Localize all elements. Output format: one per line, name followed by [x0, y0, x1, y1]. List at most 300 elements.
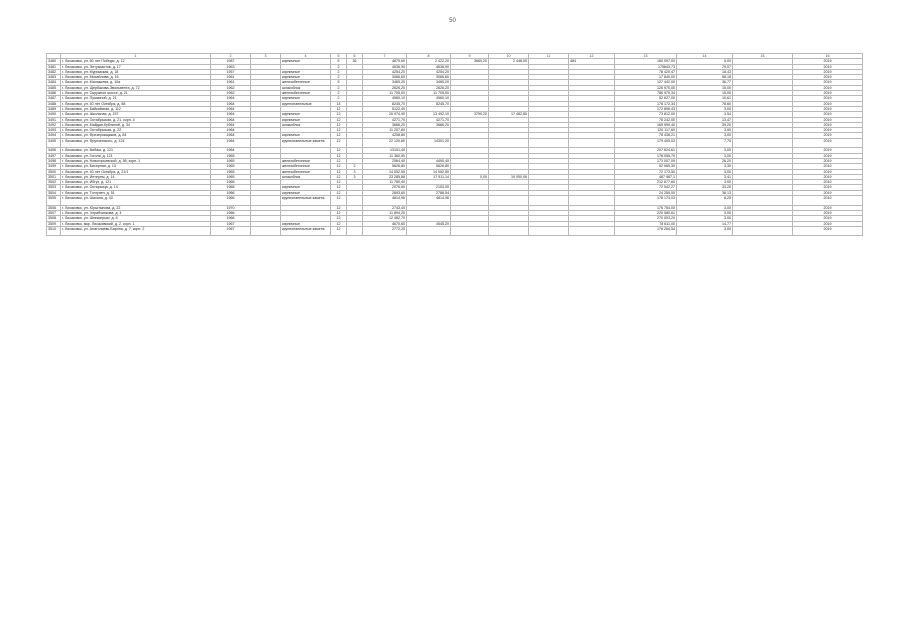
table-cell: 3660,20 [451, 59, 489, 64]
table-cell: 11 207,60 [363, 128, 407, 133]
table-cell: 78 420,47 [615, 69, 677, 74]
table-cell: 11 360,50 [363, 153, 407, 158]
table-cell: 5626,80 [407, 164, 451, 169]
column-header: 11 [529, 54, 569, 59]
column-header: 2 [211, 54, 251, 59]
table-cell: шлакоблок [281, 85, 331, 90]
table-cell: 3,00 [677, 210, 733, 215]
table-cell: 3483 [47, 75, 61, 80]
table-row [47, 196, 863, 206]
table-cell: 8245,70 [407, 101, 451, 106]
table-cell: железобетонные [281, 164, 331, 169]
table-cell [529, 196, 569, 206]
table-cell: 3497 [47, 153, 61, 158]
column-header: 7 [363, 54, 407, 59]
table-cell: 11 705,00 [363, 91, 407, 96]
table-cell: 2019 [793, 221, 863, 226]
table-cell: 12 462,70 [363, 216, 407, 221]
table-cell: 12 [331, 205, 347, 210]
table-cell: 15,00 [677, 85, 733, 90]
table-cell: 3510 [47, 226, 61, 236]
table-cell: кирпичные [281, 112, 331, 117]
table-cell: 220 080,61 [615, 210, 677, 215]
table-cell: 78 436,21 [615, 133, 677, 138]
column-header: 1 [61, 54, 211, 59]
table-cell: 3498 [47, 158, 61, 163]
table-cell: 2153,00 [407, 185, 451, 190]
table-cell: 3503 [47, 185, 61, 190]
table-cell: крупнопанельные камень [281, 226, 331, 236]
table-cell [733, 226, 793, 236]
table-cell: 2019 [793, 180, 863, 185]
table-cell: 2019 [793, 148, 863, 153]
table-cell: 12 [331, 148, 347, 153]
table-cell: 3505 [47, 196, 61, 206]
table-cell [529, 138, 569, 148]
table-cell: 2019 [793, 96, 863, 101]
table-cell: 17 511,14 [407, 174, 451, 179]
table-cell: 3509 [47, 221, 61, 226]
table-cell: 1965 [211, 158, 251, 163]
table-cell: 1965 [211, 174, 251, 179]
table-cell: 15,00 [677, 91, 733, 96]
table-cell: 3,00 [677, 226, 733, 236]
table-cell: 2019 [793, 64, 863, 69]
table-cell: 1966 [211, 185, 251, 190]
table-cell: шлакоблок [281, 174, 331, 179]
table-cell: 72 542,27 [615, 185, 677, 190]
table-cell: г. Лисаковск, ул. Шпеккерьки, д. 6 [61, 216, 211, 221]
table-cell: 179 405,03 [615, 138, 677, 148]
table-cell: 207 624,61 [615, 148, 677, 153]
table-cell: 2 [331, 69, 347, 74]
table-cell: 12 [331, 180, 347, 185]
table-cell: 2019 [793, 133, 863, 138]
column-header: 16 [793, 54, 863, 59]
table-cell: 2 [331, 64, 347, 69]
table-cell: 3501 [47, 174, 61, 179]
column-header: 9 [451, 54, 489, 59]
table-cell: крупнопанельные камень [281, 196, 331, 206]
table-cell: г. Лисаковск, ул. Октарьица, д. 14 [61, 185, 211, 190]
table-cell: г. Лисаковск, ул. 40 лет Октября, д. 21/1 [61, 169, 211, 174]
table-cell: 14 052,50 [363, 169, 407, 174]
table-cell [407, 226, 451, 236]
table-cell: г. Лисаковск, мкр. Лисаковский, д. 2, корп. 1 [61, 221, 211, 226]
table-cell: 13 492,10 [407, 112, 451, 117]
table-cell: 4636,90 [363, 64, 407, 69]
table-cell: 3500 [47, 169, 61, 174]
table-cell [489, 226, 529, 236]
table-cell: железобетонные [281, 158, 331, 163]
table-cell: 39,20 [677, 122, 733, 127]
table-cell: 1964 [211, 133, 251, 138]
table-cell: 2019 [793, 128, 863, 133]
table-cell: 4960,10 [363, 96, 407, 101]
table-cell [569, 196, 615, 206]
table-cell: 3506 [47, 205, 61, 210]
table-cell: 4814,96 [363, 196, 407, 206]
table-cell: 127 442,00 [615, 80, 677, 85]
table-cell: 4490,40 [407, 158, 451, 163]
table-cell: г. Лисаковск, ул. Фрезеровщиков, д. 84 [61, 133, 211, 138]
table-cell: 1962 [211, 91, 251, 96]
table-cell: 4545,20 [407, 221, 451, 226]
table-cell: 1966 [211, 196, 251, 206]
table-cell [489, 196, 529, 206]
table-cell [529, 226, 569, 236]
table-cell: 2019 [793, 196, 863, 206]
table-cell: 12 [331, 153, 347, 158]
table-cell: 1964 [211, 112, 251, 117]
table-cell: 4960,10 [407, 96, 451, 101]
table-cell: кирпичные [281, 185, 331, 190]
table-cell: г. Лисаковск, ул. Щербакова-Эвольвента, д. 72 [61, 85, 211, 90]
table-cell: 2 448,00 [489, 59, 529, 64]
table-cell: г. Лисаковск, ул. Интерны, д. 14 [61, 174, 211, 179]
table-cell: г. Лисаковск, ул. Байкайская, д. 112 [61, 106, 211, 111]
table-cell: 1967 [211, 226, 251, 236]
table-cell: 172 896,43 [615, 106, 677, 111]
table-cell: 2019 [793, 80, 863, 85]
table-cell: 12 [331, 158, 347, 163]
table-cell: 160 097,00 [615, 59, 677, 64]
table-cell: 2019 [793, 169, 863, 174]
table-cell: 1964 [211, 122, 251, 127]
table-cell: г. Лисаковск, ул. Школьная, д. 157 [61, 112, 211, 117]
table-cell: 3465,20 [407, 80, 451, 85]
table-cell: кирпичные [281, 190, 331, 195]
table-cell: 12 [331, 190, 347, 195]
column-header: 12 [569, 54, 615, 59]
table-cell: 2019 [793, 91, 863, 96]
table-cell: 12 [331, 196, 347, 206]
table-cell [451, 196, 489, 206]
table-cell: 3485 [47, 85, 61, 90]
table-cell: 4254,20 [363, 69, 407, 74]
table-cell: 78 611,00 [615, 221, 677, 226]
table-cell: 73 812,00 [615, 112, 677, 117]
table-cell: кирпичные [281, 59, 331, 64]
table-cell [451, 226, 489, 236]
table-cell: 1964 [211, 128, 251, 133]
table-cell: 14 052,50 [407, 169, 451, 174]
table-cell: 72 173,50 [615, 169, 677, 174]
table-cell: 270 003,20 [615, 216, 677, 221]
table-cell: 26,20 [677, 158, 733, 163]
table-cell: 3504 [47, 190, 61, 195]
table-cell: 3 [347, 174, 363, 179]
table-cell: 11 780,40 [363, 180, 407, 185]
table-cell: 1966 [211, 180, 251, 185]
register-table [46, 53, 863, 236]
table-cell: крупнопанельные [281, 101, 331, 106]
table-cell: 2019 [793, 101, 863, 106]
table-cell: 18,43 [677, 69, 733, 74]
table-cell: 12 [331, 133, 347, 138]
table-cell: 1966 [211, 210, 251, 215]
table-cell: г. Лисаковск, ул. Октябрьская, д. 21, корп. 4 [61, 117, 211, 122]
table-cell: 1966 [211, 216, 251, 221]
table-cell: 1964 [211, 101, 251, 106]
table-cell [733, 138, 793, 148]
table-cell: 176 055,70 [615, 153, 677, 158]
table-cell: 4636,90 [407, 64, 451, 69]
table-cell: 1964 [211, 117, 251, 122]
table-cell: 14 [331, 101, 347, 106]
table-cell: 5626,80 [363, 164, 407, 169]
table-cell: 3666,20 [363, 122, 407, 127]
table-cell: 12 [331, 216, 347, 221]
table-cell: г. Лисаковск, ул. Энтузиастов, д. 17 [61, 64, 211, 69]
table-cell: 24 259,00 [615, 190, 677, 195]
table-cell: 178 172,34 [615, 101, 677, 106]
table-cell: 3066,60 [407, 75, 451, 80]
table-cell: 13,47 [677, 117, 733, 122]
table-cell [451, 138, 489, 148]
table-row [47, 226, 863, 236]
table-row [47, 138, 863, 148]
table-cell: 22 120,80 [363, 138, 407, 148]
table-cell: г. Лисаковск, ул. Тоглупен, д. 51 [61, 190, 211, 195]
table-cell [489, 138, 529, 148]
table-cell: 11 705,00 [407, 91, 451, 96]
table-cell [251, 196, 281, 206]
table-cell: 126 970,00 [615, 85, 677, 90]
column-header: 10 [489, 54, 529, 59]
table-cell: 12 [331, 164, 347, 169]
table-cell: 4254,20 [407, 69, 451, 74]
table-cell: 120 117,60 [615, 128, 677, 133]
table-cell: 12 [331, 169, 347, 174]
table-cell: г. Лисаковск, ул. Малышева, д. 10а [61, 80, 211, 85]
table-cell: 3 [347, 169, 363, 174]
column-header: 4 [281, 54, 331, 59]
table-cell: 176 754,00 [615, 205, 677, 210]
table-cell: 3499 [47, 164, 61, 169]
table-cell: 76 242,00 [615, 117, 677, 122]
table-cell: 3486 [47, 91, 61, 96]
table-cell: 11 894,20 [363, 210, 407, 215]
table-cell: 3790,20 [451, 112, 489, 117]
table-cell: 2626,20 [363, 85, 407, 90]
table-cell: 3,00 [677, 148, 733, 153]
table-cell: 3482 [47, 69, 61, 74]
table-cell: 3,00 [677, 216, 733, 221]
table-cell: г. Лисаковск, ул. Чорабчинкова, д. 4 [61, 210, 211, 215]
page-number: 50 [449, 18, 456, 24]
table-cell: 2019 [793, 210, 863, 215]
table-cell: 175843,73 [615, 64, 677, 69]
table-cell: железобетонные [281, 80, 331, 85]
table-cell: 5122,40 [363, 106, 407, 111]
table-cell: 1961 [211, 80, 251, 85]
table-cell [569, 226, 615, 236]
table-cell: 1964 [211, 138, 251, 148]
table-cell: 3487 [47, 96, 61, 101]
table-cell: 36 [347, 59, 363, 64]
table-cell: 2019 [793, 185, 863, 190]
table-cell: 3502 [47, 180, 61, 185]
table-cell: 3,54 [677, 112, 733, 117]
table-cell: 2019 [793, 117, 863, 122]
table-cell: кирпичные [281, 69, 331, 74]
table-cell: 58,18 [677, 75, 733, 80]
table-cell: 36,77 [677, 80, 733, 85]
table-cell: 2019 [793, 190, 863, 195]
table-cell [251, 138, 281, 148]
column-header: 6 [347, 54, 363, 59]
table-cell: 3,00 [677, 205, 733, 210]
table-cell: 10,61 [677, 96, 733, 101]
table-cell: 2 [347, 164, 363, 169]
table-cell [569, 138, 615, 148]
table-cell: 5 [331, 59, 347, 64]
table-cell: 4670,60 [363, 221, 407, 226]
table-cell: г. Лисаковск, ул. Шахана, д. 43 [61, 196, 211, 206]
table-cell: 5,00 [677, 59, 733, 64]
table-cell: г. Лисаковск, ул. Вибаш, д. 121 [61, 148, 211, 153]
table-cell: 176 264,54 [615, 226, 677, 236]
table-cell: 2019 [793, 122, 863, 127]
table-cell: г. Лисаковск, ул. 60 лет Победы, д. 12 [61, 59, 211, 64]
table-cell: 3,41 [677, 174, 733, 179]
table-cell: 3481 [47, 64, 61, 69]
table-cell: 12 [331, 128, 347, 133]
column-header: 14 [677, 54, 733, 59]
table-cell: 2019 [793, 153, 863, 158]
table-cell: кирпичные [281, 133, 331, 138]
table-cell: г. Лисаковск, ул. Юрштынова, д. 22 [61, 205, 211, 210]
table-cell: 52 065,30 [615, 164, 677, 169]
table-cell: 2 [331, 85, 347, 90]
table-cell: 12 [331, 112, 347, 117]
table-cell: 3492 [47, 122, 61, 127]
table-cell: 1964 [211, 106, 251, 111]
table-cell: 7,75 [677, 138, 733, 148]
table-cell: 3066,60 [363, 75, 407, 80]
table-cell: г. Лисаковск, ул. Октябрьская, д. 22 [61, 128, 211, 133]
table-cell: 173 007,09 [615, 158, 677, 163]
table-cell: 2019 [793, 164, 863, 169]
table-cell: 12 [331, 226, 347, 236]
table-cell: 33,20 [677, 185, 733, 190]
table-cell: 1966 [211, 190, 251, 195]
table-cell: 1961 [211, 75, 251, 80]
table-cell: 3489 [47, 106, 61, 111]
table-cell: 4271,70 [407, 117, 451, 122]
table-cell: 2076,60 [363, 185, 407, 190]
table-cell: г. Лисаковск, ул. Пушкиной, д. 21 [61, 96, 211, 101]
table-cell: 3666,20 [407, 122, 451, 127]
table-cell: 1964 [211, 148, 251, 153]
table-cell: г. Лисаковск, ул. Ибгуз, д. 121 [61, 180, 211, 185]
table-cell: 484 [569, 59, 615, 64]
table-cell: кирпичные [281, 96, 331, 101]
table-cell: 2743,40 [363, 205, 407, 210]
table-cell: г. Лисаковск, ул. Бисерная, д. 13 [61, 164, 211, 169]
table-cell: 23 285,88 [363, 174, 407, 179]
table-cell: 3490 [47, 112, 61, 117]
table-cell: г. Лисаковск, ул. 40 лет Октября, д. 68 [61, 101, 211, 106]
table-cell: 3508 [47, 216, 61, 221]
table-cell: 1967 [211, 221, 251, 226]
table-cell: 3465,20 [363, 80, 407, 85]
table-cell: 17 482,80 [489, 112, 529, 117]
table-cell [251, 226, 281, 236]
table-cell: кирпичные [281, 117, 331, 122]
table-cell: 2893,60 [363, 190, 407, 195]
column-header: 3 [251, 54, 281, 59]
table-cell: 3484 [47, 80, 61, 85]
table-cell: г. Лисаковск, ул. Михайлова, д. 16 [61, 75, 211, 80]
table-cell: 1965 [211, 169, 251, 174]
table-cell: 786 970,34 [615, 91, 677, 96]
table-cell: 12 [331, 138, 347, 148]
table-cell: 12 [331, 122, 347, 127]
table-cell: железобетонные [281, 169, 331, 174]
table-cell: 3,00 [677, 133, 733, 138]
table-cell: 1957 [211, 69, 251, 74]
column-header: 13 [615, 54, 677, 59]
table-cell: 2019 [793, 75, 863, 80]
table-cell: 1987 [211, 59, 251, 64]
table-cell: 12 [331, 106, 347, 111]
table-cell: г. Лисаковск, ул. Новогорьевской, д. 56, корп. 1 [61, 158, 211, 163]
table-cell: 12 [331, 117, 347, 122]
table-cell: 2019 [793, 158, 863, 163]
table-cell: 2019 [793, 106, 863, 111]
table-cell: 3493 [47, 128, 61, 133]
table-cell: 2788,54 [407, 190, 451, 195]
table-cell: 3,30 [677, 164, 733, 169]
table-cell: 1970 [211, 205, 251, 210]
table-cell: 79,07 [677, 64, 733, 69]
table-cell: 3494 [47, 133, 61, 138]
table-cell: 8,25 [677, 196, 733, 206]
table-cell: 4258,80 [363, 133, 407, 138]
table-cell [347, 196, 363, 206]
table-cell: 3,00 [677, 153, 733, 158]
table-cell: 2019 [793, 138, 863, 148]
table-cell: железобетонные [281, 91, 331, 96]
table-cell: шлакоблок [281, 122, 331, 127]
table-cell: 3495 [47, 138, 61, 148]
table-cell [347, 138, 363, 148]
table-cell: 12 [331, 174, 347, 179]
table-cell: 3,00 [677, 128, 733, 133]
table-cell: крупнопанельные камень [281, 138, 331, 148]
table-cell: 2019 [793, 226, 863, 236]
table-cell: 2626,20 [407, 85, 451, 90]
table-cell: 12 [331, 210, 347, 215]
table-cell: 3507 [47, 210, 61, 215]
table-cell: 14301,20 [407, 138, 451, 148]
table-cell: 4870,60 [363, 59, 407, 64]
table-cell: 1963 [211, 64, 251, 69]
table-cell: 3488 [47, 101, 61, 106]
column-header: 5 [331, 54, 347, 59]
table-cell: 14,77 [677, 221, 733, 226]
table-cell: 3491 [47, 117, 61, 122]
table-cell: г. Лисаковск, ул. Фрунзенского, д. 124 [61, 138, 211, 148]
table-cell: 212 677,60 [615, 180, 677, 185]
table-cell: 467 987,1 [615, 174, 677, 179]
table-cell: 19 050,06 [489, 174, 529, 179]
table-cell: г. Лисаковск, ул. Анатолиевь Барона, д. 7, корп. 2 [61, 226, 211, 236]
table-cell: 2019 [793, 174, 863, 179]
table-cell: 0,00 [451, 174, 489, 179]
